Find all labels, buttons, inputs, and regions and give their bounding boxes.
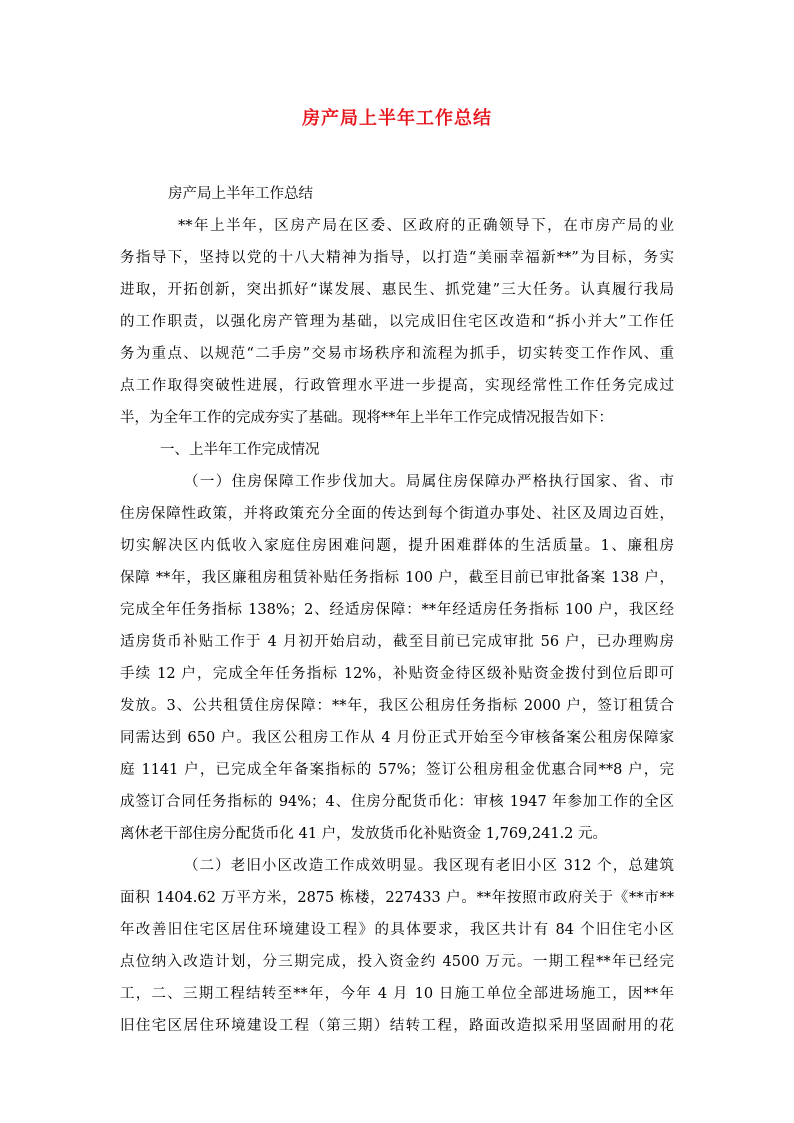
section-heading: 一、上半年工作完成情况 (160, 442, 320, 458)
body-line: 保障 **年，我区廉租房租赁补贴任务指标 100 户，截至目前已审批备案 138 户， (120, 570, 674, 586)
body-line: 半，为全年工作的完成夯实了基础。现将**年上半年工作完成情况报告如下： (120, 410, 613, 426)
body-line: 点位纳入改造计划，分三期完成，投入资金约 4500 万元。一期工程**年已经完 (120, 954, 674, 970)
document-title: 房产局上半年工作总结 (302, 108, 492, 129)
body-line: 同需达到 650 户。我区公租房工作从 4 月份正式开始至今审核备案公租房保障家 (120, 730, 674, 746)
body-line: （二）老旧小区改造工作成效明显。我区现有老旧小区 312 个，总建筑 (184, 858, 674, 874)
body-line: 切实解决区内低收入家庭住房困难问题，提升困难群体的生活质量。1、廉租房 (120, 538, 674, 554)
body-line: 完成全年任务指标 138%；2、经适房保障：**年经适房任务指标 100 户，我区经 (120, 602, 674, 618)
body-line: 年改善旧住宅区居住环境建设工程》的具体要求，我区共计有 84 个旧住宅小区 (120, 922, 674, 938)
body-line: 务指导下，坚持以党的十八大精神为指导，以打造“美丽幸福新**”为目标，务实 (120, 250, 674, 266)
document-body (120, 178, 674, 1042)
body-line: 务为重点、以规范“二手房”交易市场秩序和流程为抓手，切实转变工作作风、重 (120, 346, 674, 362)
body-line: 发放。3、公共租赁住房保障：**年，我区公租房任务指标 2000 户，签订租赁合 (120, 698, 674, 714)
body-line: 庭 1141 户，已完成全年备案指标的 57%；签订公租房租金优惠合同**8 户，完 (120, 762, 674, 778)
body-line: 点工作取得突破性进展，行政管理水平进一步提高，实现经常性工作任务完成过 (120, 378, 674, 394)
body-line: 的工作职责，以强化房产管理为基础，以完成旧住宅区改造和“拆小并大”工作任 (120, 314, 674, 330)
body-line: 进取，开拓创新，突出抓好“谋发展、惠民生、抓党建”三大任务。认真履行我局 (120, 282, 674, 298)
body-line: **年上半年，区房产局在区委、区政府的正确领导下，在市房产局的业 (178, 218, 674, 234)
body-line: 旧住宅区居住环境建设工程（第三期）结转工程，路面改造拟采用坚固耐用的花 (120, 1018, 674, 1034)
body-line: 房产局上半年工作总结 (168, 186, 313, 202)
body-line: 面积 1404.62 万平方米，2875 栋楼，227433 户。**年按照市政府关于《**市** (120, 890, 674, 906)
body-line: 成签订合同任务指标的 94%；4、住房分配货币化：审核 1947 年参加工作的全区 (120, 794, 674, 810)
body-line: 离休老干部住房分配货币化 41 户，发放货币化补贴资金 1,769,241.2 元。 (120, 826, 608, 842)
body-line: 适房货币补贴工作于 4 月初开始启动，截至目前已完成审批 56 户，已办理购房 (120, 634, 674, 650)
body-line: 住房保障性政策，并将政策充分全面的传达到每个街道办事处、社区及周边百姓， (120, 506, 674, 522)
body-line: 手续 12 户，完成全年任务指标 12%，补贴资金待区级补贴资金拨付到位后即可 (120, 666, 674, 682)
body-line: （一）住房保障工作步伐加大。局属住房保障办严格执行国家、省、市 (184, 474, 674, 490)
body-line: 工，二、三期工程结转至**年，今年 4 月 10 日施工单位全部进场施工，因**年 (120, 986, 674, 1002)
